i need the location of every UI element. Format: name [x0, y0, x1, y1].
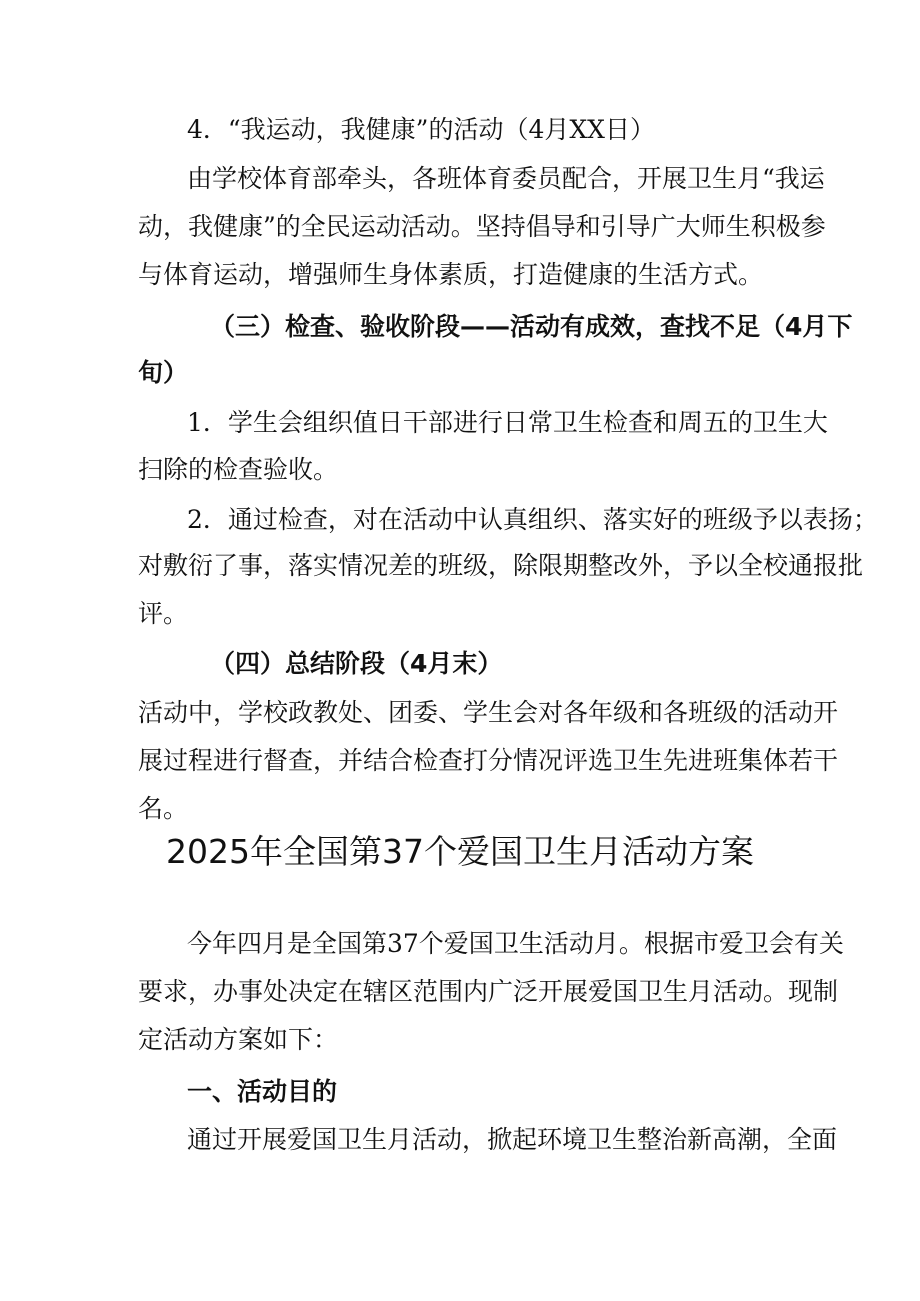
item4-heading: 4．“我运动，我健康”的活动（4月XX日）: [187, 115, 655, 144]
stage3-item2-line-3: 评。: [138, 599, 189, 628]
stage3-item2-line-1: 2．通过检查，对在活动中认真组织、落实好的班级予以表扬；: [187, 505, 878, 534]
stage3-item1-line-2: 扫除的检查验收。: [138, 455, 339, 484]
section1-heading: 一、活动目的: [187, 1077, 338, 1106]
intro-line-3: 定活动方案如下：: [138, 1025, 339, 1054]
stage3-item1-line-1: 1．学生会组织值日干部进行日常卫生检查和周五的卫生大: [187, 408, 828, 437]
stage4-body-line-3: 名。: [138, 794, 189, 823]
stage4-body-line-1: 活动中，学校政教处、团委、学生会对各年级和各班级的活动开: [138, 698, 839, 727]
intro-line-1: 今年四月是全国第37个爱国卫生活动月。根据市爱卫会有关: [187, 929, 844, 958]
document-title: 2025年全国第37个爱国卫生月活动方案: [166, 832, 754, 871]
item4-body-line-3: 与体育运动，增强师生身体素质，打造健康的生活方式。: [138, 260, 764, 289]
stage4-heading: （四）总结阶段（4月末）: [210, 649, 503, 678]
stage3-item2-line-2: 对敷衍了事，落实情况差的班级，除限期整改外，予以全校通报批: [138, 551, 864, 580]
intro-line-2: 要求，办事处决定在辖区范围内广泛开展爱国卫生月活动。现制: [138, 977, 839, 1006]
stage4-body-line-2: 展过程进行督查，并结合检查打分情况评选卫生先进班集体若干: [138, 746, 839, 775]
section1-body-line-1: 通过开展爱国卫生月活动，掀起环境卫生整治新高潮，全面: [187, 1125, 838, 1154]
stage3-heading-line-2: 旬）: [138, 358, 189, 387]
stage3-heading-line-1: （三）检查、验收阶段——活动有成效，查找不足（4月下: [210, 312, 853, 341]
item4-body-line-1: 由学校体育部牵头，各班体育委员配合，开展卫生月“我运: [187, 164, 825, 193]
item4-body-line-2: 动，我健康”的全民运动活动。坚持倡导和引导广大师生积极参: [138, 212, 826, 241]
